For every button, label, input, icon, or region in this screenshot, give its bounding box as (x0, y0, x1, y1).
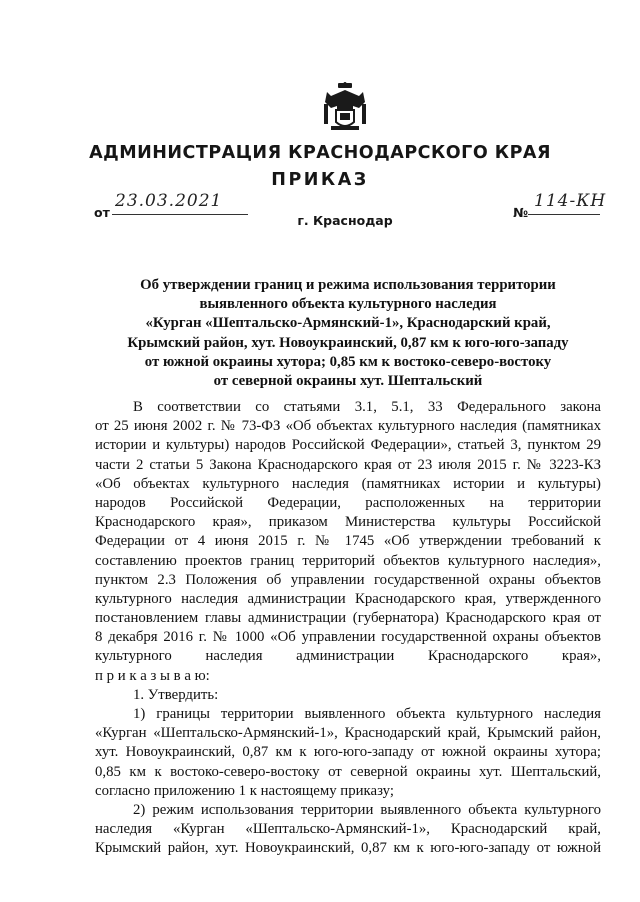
date-value: 23.03.2021 (115, 191, 223, 211)
body-line: Федерации от 4 июня 2015 г. № 1745 «Об утверждении требований к (95, 533, 601, 550)
body-line: от 25 июня 2002 г. № 73-ФЗ «Об объектах культурного наследия (памятниках (95, 418, 601, 435)
body-line: народов Российской Федерации, расположенных на территории (95, 494, 601, 511)
body-line: 8 декабря 2016 г. № 1000 «Об управлении государственной охраны объектов (95, 629, 601, 646)
body-line: наследия «Курган «Шептальско-Армянский-1», Краснодарский край, (95, 821, 601, 838)
title-line: от южной окраины хутора; 0,85 км к востоко-северо-востоку (144, 353, 552, 370)
body-line: 0,85 км к востоко-северо-востоку от северной окраины хут. Шептальский, (95, 763, 601, 780)
number-label: № (513, 205, 529, 220)
body-line: культурного наследия администрации Краснодарского края, утвержденного (95, 590, 601, 607)
number-value: 114-КН (534, 191, 607, 211)
body-line: согласно приложению 1 к настоящему приказу; (95, 782, 394, 799)
authority-heading: АДМИНИСТРАЦИЯ КРАСНОДАРСКОГО КРАЯ (89, 143, 551, 163)
body-line: составлению проектов границ территорий объектов культурного наследия», (95, 552, 601, 569)
body-line: хут. Новоукраинский, 0,87 км к юго-юго-западу от южной окраины хутора; (95, 744, 601, 761)
body-line: 1) границы территории выявленного объекта культурного наследия (133, 706, 601, 722)
document-type-heading: ПРИКАЗ (271, 170, 369, 190)
body-line: части 2 статьи 5 Закона Краснодарского края от 23 июля 2015 г. № 3223-КЗ (95, 456, 601, 473)
title-line: выявленного объекта культурного наследия (199, 296, 497, 313)
body-line: «Курган «Шептальско-Армянский-1», Краснодарский край, Крымский район, (95, 725, 601, 742)
document-title (95, 276, 601, 391)
order-verb: п р и к а з ы в а ю: (95, 667, 210, 684)
body-line: постановлением главы администрации (губернатора) Краснодарского края от (95, 610, 601, 627)
body-line: Крымский район, хут. Новоукраинский, 0,87 км к юго-юго-западу от южной (95, 840, 601, 857)
document-body (95, 398, 601, 859)
title-line: Об утверждении границ и режима использования территории (140, 277, 556, 293)
body-line: истории и культуры) народов Российской Федерации», статьей 3, пунктом 29 (95, 437, 601, 454)
date-label: от (94, 205, 110, 220)
title-line: от северной окраины хут. Шептальский (213, 373, 483, 390)
body-line: пунктом 2.3 Положения об управлении государственной охраны объектов (95, 571, 601, 588)
body-line: Краснодарского края», приказом Министерства культуры Российской (95, 514, 601, 531)
body-line: культурного наследия администрации Краснодарского края», (95, 648, 601, 665)
body-line: «Об объектах культурного наследия (памятниках истории и культуры) (95, 475, 601, 492)
title-line: «Курган «Шептальско-Армянский-1», Краснодарский край, (145, 315, 551, 332)
city-name: г. Краснодар (297, 213, 393, 228)
title-line: Крымский район, хут. Новоукраинский, 0,87 км к юго-юго-западу (127, 334, 569, 351)
body-line: 1. Утвердить: (133, 686, 219, 703)
body-line: 2) режим использования территории выявленного объекта культурного (133, 801, 601, 818)
body-line: В соответствии со статьями 3.1, 5.1, 33 Федерального закона (133, 399, 601, 415)
coat-of-arms-icon (323, 82, 367, 132)
